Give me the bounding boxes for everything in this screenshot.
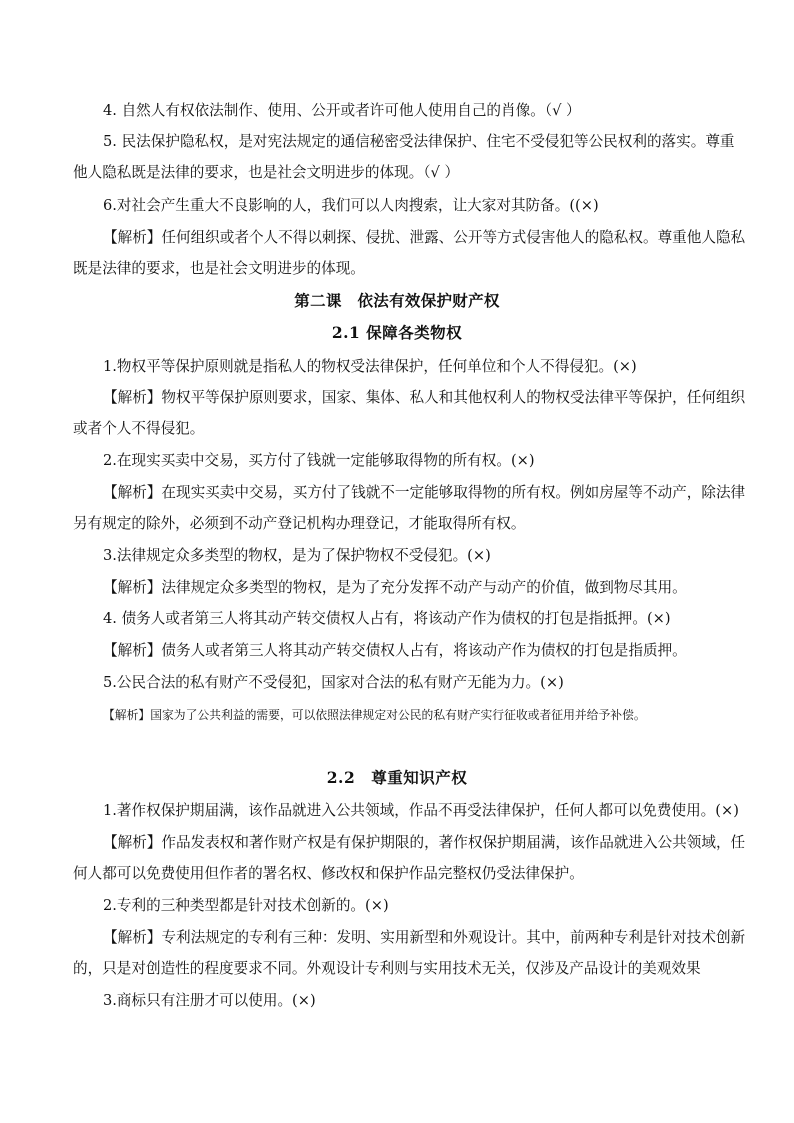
statement-line: 他人隐私既是法律的要求，也是社会文明进步的体现。（√ ） [73,164,460,181]
statement-line: 4. 自然人有权依法制作、使用、公开或者许可他人使用自己的肖像。（√ ） [103,102,581,119]
statement-line: 1.物权平等保护原则就是指私人的物权受法律保护，任何单位和个人不得侵犯。(×) [103,358,637,375]
analysis-line: 【解析】物权平等保护原则要求，国家、集体、私人和其他权利人的物权受法律平等保护，任何组织 [103,389,746,406]
analysis-line: 【解析】国家为了公共利益的需要，可以依照法律规定对公民的私有财产实行征收或者征用并给予补偿。 [103,708,646,722]
lesson-heading: 第二课 依法有效保护财产权 [294,291,500,310]
section-heading: 2.1 保障各类物权 [331,323,463,342]
statement-line: 3.商标只有注册才可以使用。(×) [103,992,316,1009]
statement-line: 5.公民合法的私有财产不受侵犯，国家对合法的私有财产无能为力。(×) [103,674,564,691]
analysis-line: 【解析】在现实买卖中交易，买方付了钱就不一定能够取得物的所有权。例如房屋等不动产，除法律 [103,484,746,501]
analysis-line: 既是法律的要求，也是社会文明进步的体现。 [73,260,365,277]
analysis-line: 【解析】法律规定众多类型的物权，是为了充分发挥不动产与动产的价值，做到物尽其用。 [103,579,687,596]
statement-line: 3.法律规定众多类型的物权，是为了保护物权不受侵犯。(×) [103,547,491,564]
statement-line: 2.在现实买卖中交易，买方付了钱就一定能够取得物的所有权。(×) [103,452,535,469]
analysis-line: 的，只是对创造性的程度要求不同。外观设计专利则与实用技术无关，仅涉及产品设计的美观效果 [73,960,701,977]
statement-line: 5. 民法保护隐私权，是对宪法规定的通信秘密受法律保护、住宅不受侵犯等公民权利的落实。尊重 [103,133,735,150]
analysis-line: 【解析】专利法规定的专利有三种：发明、实用新型和外观设计。其中，前两种专利是针对技术创新 [103,929,746,946]
analysis-line: 【解析】债务人或者第三人将其动产转交债权人占有，将该动产作为债权的打包是指质押。 [103,642,687,659]
statement-line: 4. 债务人或者第三人将其动产转交债权人占有，将该动产作为债权的打包是指抵押。(×) [103,610,671,627]
statement-line: 1.著作权保护期届满，该作品就进入公共领域，作品不再受法律保护，任何人都可以免费使用。(×) [103,802,739,819]
analysis-line: 【解析】作品发表权和著作财产权是有保护期限的，著作权保护期届满，该作品就进入公共领域，任 [103,834,746,851]
statement-line: 6.对社会产生重大不良影响的人，我们可以人肉搜索，让大家对其防备。((×) [103,197,599,214]
section-heading: 2.2 尊重知识产权 [326,768,468,787]
analysis-line: 或者个人不得侵犯。 [73,420,205,437]
analysis-line: 【解析】任何组织或者个人不得以刺探、侵扰、泄露、公开等方式侵害他人的隐私权。尊重他人隐私 [103,229,746,246]
analysis-line: 另有规定的除外，必须到不动产登记机构办理登记，才能取得所有权。 [73,515,526,532]
statement-line: 2.专利的三种类型都是针对技术创新的。(×) [103,897,389,914]
analysis-line: 何人都可以免费使用但作者的署名权、修改权和保护作品完整权仍受法律保护。 [73,865,584,882]
